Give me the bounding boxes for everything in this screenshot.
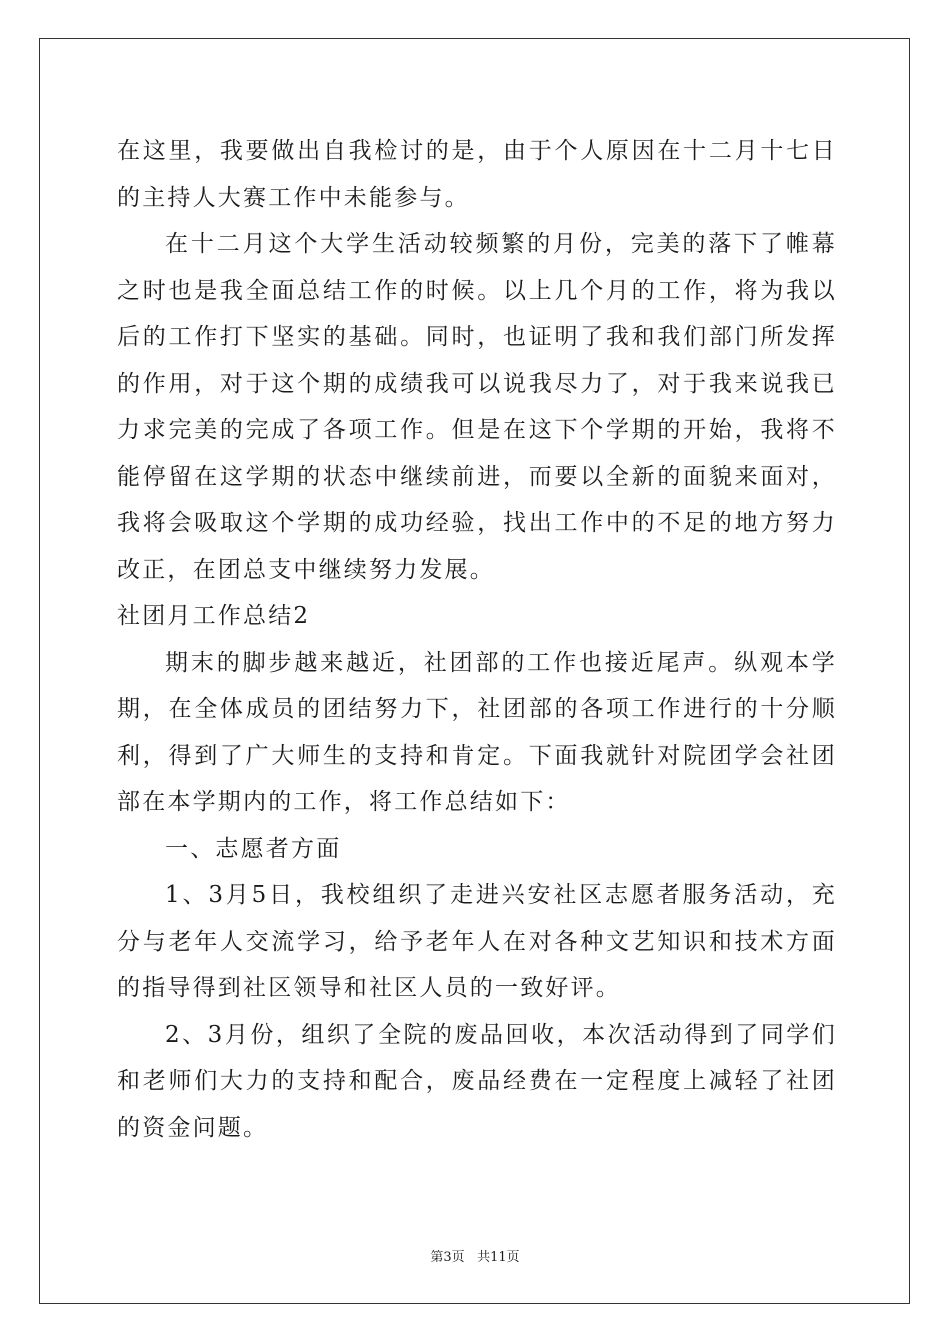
document-body [117,128,837,1151]
list-item-march-5-activity: 1、3月5日，我校组织了走进兴安社区志愿者服务活动，充分与老年人交流学习，给予老年人在对各种文艺知识和技术方面的指导得到社区领导和社区人员的一致好评。 [117,882,837,1001]
page-number: 第3页 [430,1250,465,1265]
paragraph-self-review: 在这里，我要做出自我检讨的是，由于个人原因在十二月十七日的主持人大赛工作中未能参与。 [117,138,837,211]
total-pages: 共11页 [477,1250,520,1265]
section-heading-club-summary-2: 社团月工作总结2 [117,603,311,629]
list-item-march-recycling: 2、3月份，组织了全院的废品回收，本次活动得到了同学们和老师们大力的支持和配合，废品经费在一定程度上减轻了社团的资金问题。 [117,1021,837,1141]
footer-separator [465,1250,477,1265]
page-footer [0,1246,950,1265]
paragraph-december-summary: 在十二月这个大学生活动较频繁的月份，完美的落下了帷幕之时也是我全面总结工作的时候。以上几个月的工作，将为我以后的工作打下坚实的基础。同时，也证明了我和我们部门所发挥的作用，对于这个期的成绩我可以说我尽力了，对于我来说我已力求完美的完成了各项工作。但是在这下个学期的开始，我将不能停留在这学期的状态中继续前进，而要以全新的面貌来面对，我将会吸取这个学期的成功经验，找出工作中的不足的地方努力改正，在团总支中继续努力发展。 [117,231,837,583]
paragraph-semester-overview: 期末的脚步越来越近，社团部的工作也接近尾声。纵观本学期，在全体成员的团结努力下，社团部的各项工作进行的十分顺利，得到了广大师生的支持和肯定。下面我就针对院团学会社团部在本学期内的工作，将工作总结如下： [117,649,837,815]
subheading-volunteer: 一、志愿者方面 [165,835,342,862]
